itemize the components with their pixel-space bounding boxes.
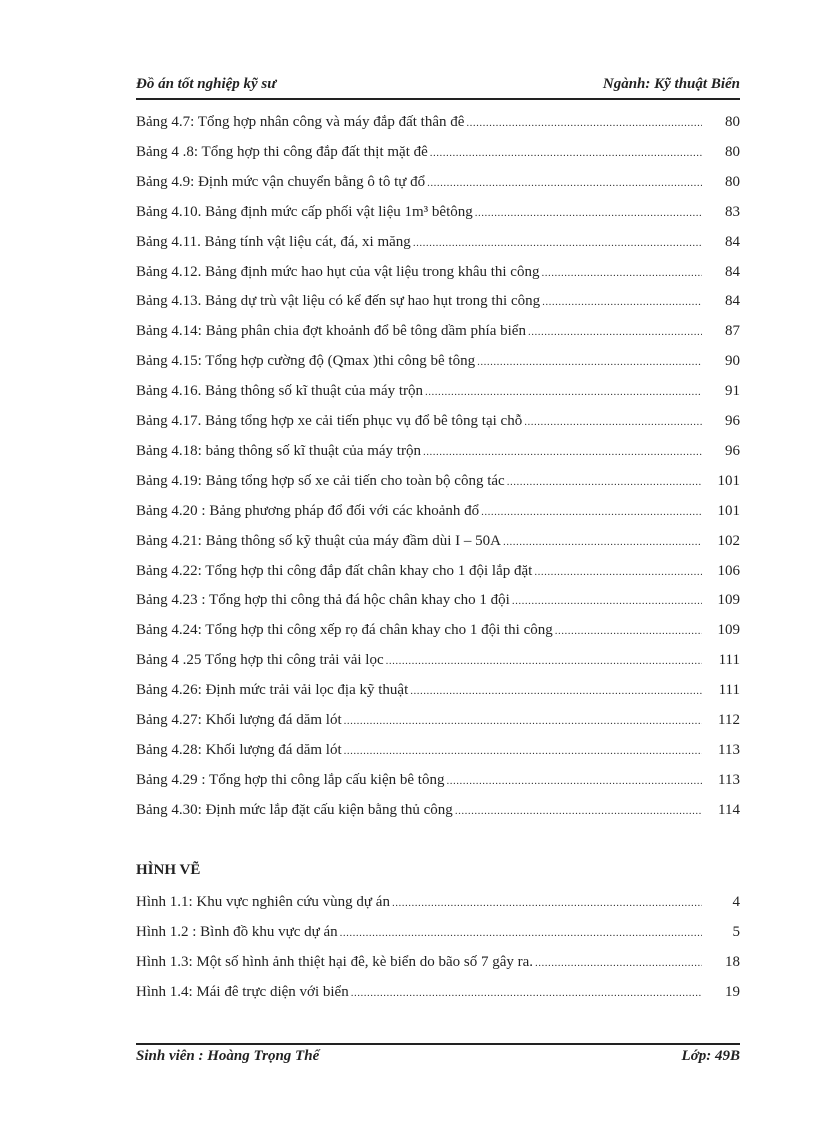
entry-page-number: 112 bbox=[718, 712, 740, 728]
dot-leader bbox=[477, 356, 702, 368]
table-entry bbox=[136, 323, 740, 343]
footer-class: Lớp: 49B bbox=[681, 1048, 740, 1064]
table-entry bbox=[136, 473, 740, 493]
entry-label: Bảng 4.13. Bảng dự trù vật liệu có kể đến sự hao hụt trong thi công bbox=[136, 293, 541, 310]
footer-student: Sinh viên : Hoàng Trọng Thể bbox=[136, 1048, 320, 1064]
dot-leader bbox=[427, 177, 702, 189]
entry-page-number: 4 bbox=[732, 894, 740, 910]
entry-label: Bảng 4.26: Định mức trải vải lọc địa kỹ thuật bbox=[136, 682, 409, 699]
entry-label: Hình 1.1: Khu vực nghiên cứu vùng dự án bbox=[136, 894, 390, 910]
entry-page-number: 18 bbox=[725, 954, 740, 970]
entry-page-number: 80 bbox=[725, 143, 740, 160]
entry-label: Bảng 4.23 : Tổng hợp thi công thả đá hộc chân khay cho 1 đội bbox=[136, 592, 510, 609]
dot-leader bbox=[351, 987, 702, 999]
header-major: Ngành: Kỹ thuật Biển bbox=[602, 76, 740, 92]
dot-leader bbox=[392, 897, 702, 909]
dot-leader bbox=[541, 267, 702, 279]
figure-entry bbox=[136, 984, 740, 1004]
entry-label: Bảng 4.12. Bảng định mức hao hụt của vật liệu trong khâu thi công bbox=[136, 263, 540, 280]
entry-label: Hình 1.3: Một số hình ảnh thiệt hại đê, kè biển do bão số 7 gây ra. bbox=[136, 954, 534, 970]
entry-label: Bảng 4.28: Khối lượng đá dăm lót bbox=[136, 741, 342, 758]
dot-leader bbox=[423, 446, 702, 458]
dot-leader bbox=[524, 416, 702, 428]
entry-page-number: 90 bbox=[725, 353, 740, 370]
dot-leader bbox=[446, 775, 702, 787]
figure-entry bbox=[136, 894, 740, 914]
entry-page-number: 102 bbox=[717, 532, 740, 549]
dot-leader bbox=[512, 595, 702, 607]
entry-page-number: 101 bbox=[717, 472, 740, 489]
entry-label: Bảng 4.17. Bảng tổng hợp xe cải tiến phục vụ đổ bê tông tại chỗ bbox=[136, 413, 523, 429]
table-entry bbox=[136, 383, 740, 403]
entry-label: Bảng 4.29 : Tổng hợp thi công lắp cấu kiện bê tông bbox=[136, 771, 445, 788]
entry-page-number: 96 bbox=[725, 413, 740, 429]
entry-label: Bảng 4.16. Bảng thông số kĩ thuật của máy trộn bbox=[136, 383, 424, 400]
entry-label: Bảng 4.21: Bảng thông số kỹ thuật của máy đầm dùi I – 50A bbox=[136, 532, 501, 549]
entry-label: Bảng 4.19: Bảng tổng hợp số xe cải tiến cho toàn bộ công tác bbox=[136, 472, 505, 489]
figures-section-title: HÌNH VẼ bbox=[136, 862, 201, 878]
entry-page-number: 101 bbox=[717, 502, 740, 519]
header-thesis-title: Đồ án tốt nghiệp kỹ sư bbox=[136, 76, 277, 92]
dot-leader bbox=[455, 805, 702, 817]
dot-leader bbox=[413, 237, 702, 249]
entry-label: Bảng 4.24: Tổng hợp thi công xếp rọ đá chân khay cho 1 đội thi công bbox=[136, 622, 553, 639]
entry-label: Bảng 4.14: Bảng phân chia đợt khoảnh đổ bê tông dầm phía biển bbox=[136, 323, 526, 340]
entry-page-number: 114 bbox=[718, 801, 740, 818]
entry-label: Bảng 4 .8: Tổng hợp thi công đắp đất thịt mặt đê bbox=[136, 143, 428, 160]
table-entry bbox=[136, 533, 740, 553]
table-entry bbox=[136, 503, 740, 523]
entry-label: Bảng 4.10. Bảng định mức cấp phối vật liệu 1m³ bêtông bbox=[136, 203, 473, 220]
table-entry bbox=[136, 204, 740, 224]
footer-rule bbox=[136, 1043, 740, 1045]
dot-leader bbox=[344, 745, 702, 757]
figure-entry bbox=[136, 954, 740, 974]
table-entry bbox=[136, 772, 740, 792]
entry-label: Bảng 4.18: bảng thông số kĩ thuật của máy trộn bbox=[136, 442, 421, 459]
dot-leader bbox=[430, 147, 702, 159]
entry-label: Bảng 4 .25 Tổng hợp thi công trải vải lọc bbox=[136, 652, 384, 669]
table-entry bbox=[136, 293, 740, 313]
dot-leader bbox=[386, 655, 702, 667]
entry-page-number: 113 bbox=[718, 771, 740, 788]
table-entry bbox=[136, 802, 740, 822]
entry-page-number: 84 bbox=[725, 263, 740, 280]
table-entry bbox=[136, 174, 740, 194]
entry-page-number: 5 bbox=[732, 924, 740, 940]
dot-leader bbox=[340, 927, 702, 939]
dot-leader bbox=[534, 566, 702, 578]
figure-entry bbox=[136, 924, 740, 944]
dot-leader bbox=[475, 207, 702, 219]
entry-label: Bảng 4.22: Tổng hợp thi công đắp đất chân khay cho 1 đội lắp đặt bbox=[136, 562, 533, 579]
dot-leader bbox=[507, 476, 702, 488]
table-entry bbox=[136, 622, 740, 642]
page-header bbox=[136, 76, 740, 98]
entry-page-number: 96 bbox=[725, 442, 740, 459]
table-entry bbox=[136, 234, 740, 254]
dot-leader bbox=[528, 326, 702, 338]
table-entry bbox=[136, 742, 740, 762]
entry-label: Hình 1.4: Mái đê trực diện với biển bbox=[136, 984, 349, 1000]
entry-page-number: 111 bbox=[718, 682, 740, 699]
entry-page-number: 19 bbox=[725, 984, 740, 1000]
dot-leader bbox=[344, 715, 702, 727]
table-entry bbox=[136, 443, 740, 463]
table-entry bbox=[136, 353, 740, 373]
table-entry bbox=[136, 682, 740, 702]
entry-page-number: 106 bbox=[717, 562, 740, 579]
entry-page-number: 109 bbox=[717, 592, 740, 609]
entry-page-number: 111 bbox=[718, 652, 740, 669]
entry-page-number: 83 bbox=[725, 203, 740, 220]
dot-leader bbox=[555, 625, 702, 637]
dot-leader bbox=[425, 386, 702, 398]
dot-leader bbox=[410, 685, 702, 697]
table-entry bbox=[136, 114, 740, 134]
dot-leader bbox=[481, 506, 702, 518]
table-entry bbox=[136, 652, 740, 672]
entry-label: Bảng 4.7: Tổng hợp nhân công và máy đắp đất thân đê bbox=[136, 114, 465, 130]
entry-page-number: 84 bbox=[725, 233, 740, 250]
dot-leader bbox=[466, 117, 702, 129]
table-entry bbox=[136, 712, 740, 732]
dot-leader bbox=[542, 296, 702, 308]
entry-page-number: 80 bbox=[725, 114, 740, 130]
entry-page-number: 87 bbox=[725, 323, 740, 340]
table-entry bbox=[136, 264, 740, 284]
dot-leader bbox=[535, 957, 702, 969]
entry-page-number: 109 bbox=[717, 622, 740, 639]
entry-page-number: 91 bbox=[725, 383, 740, 400]
entry-label: Bảng 4.27: Khối lượng đá dăm lót bbox=[136, 712, 342, 728]
entry-label: Bảng 4.20 : Bảng phương pháp đổ đối với các khoảnh đổ bbox=[136, 502, 480, 519]
page-footer bbox=[136, 1048, 740, 1070]
dot-leader bbox=[503, 536, 702, 548]
entry-label: Bảng 4.9: Định mức vận chuyển bằng ô tô tự đổ bbox=[136, 173, 426, 190]
entry-page-number: 80 bbox=[725, 173, 740, 190]
table-entry bbox=[136, 592, 740, 612]
entry-label: Bảng 4.15: Tổng hợp cường độ (Qmax )thi công bê tông bbox=[136, 353, 476, 370]
entry-label: Hình 1.2 : Bình đồ khu vực dự án bbox=[136, 924, 338, 940]
entry-page-number: 113 bbox=[718, 741, 740, 758]
entry-page-number: 84 bbox=[725, 293, 740, 310]
entry-label: Bảng 4.11. Bảng tính vật liệu cát, đá, xi măng bbox=[136, 233, 411, 250]
header-rule bbox=[136, 98, 740, 100]
entry-label: Bảng 4.30: Định mức lắp đặt cấu kiện bằng thủ công bbox=[136, 801, 453, 818]
table-entry bbox=[136, 144, 740, 164]
table-entry bbox=[136, 563, 740, 583]
table-entry bbox=[136, 413, 740, 433]
